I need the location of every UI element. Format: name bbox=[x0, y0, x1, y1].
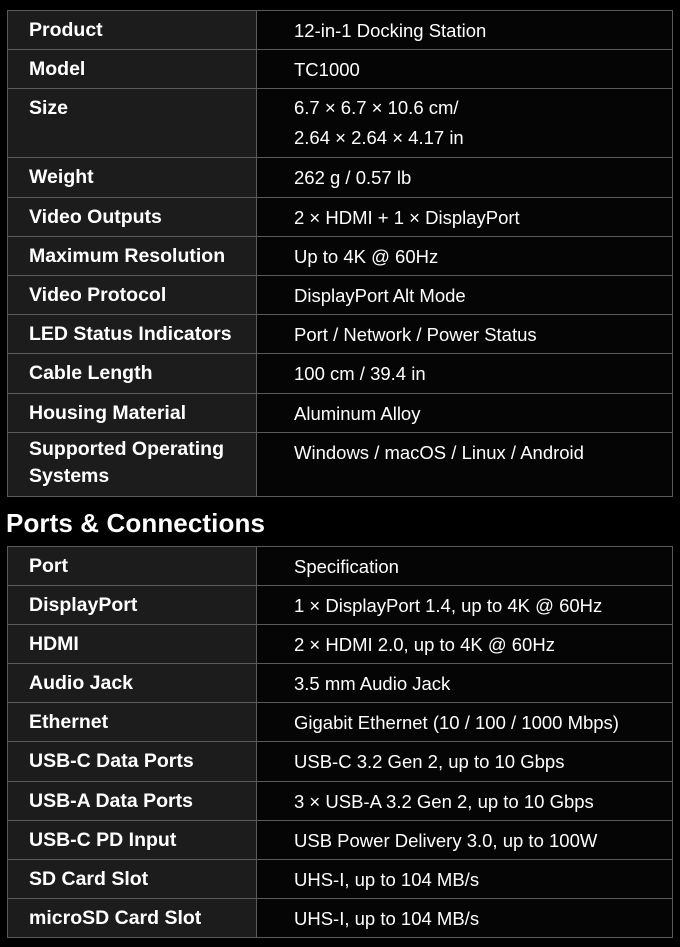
spec-value: 100 cm / 39.4 in bbox=[257, 354, 673, 393]
port-label: USB-C Data Ports bbox=[8, 742, 257, 781]
column-header-port: Port bbox=[8, 547, 257, 586]
ports-header-row bbox=[8, 547, 673, 586]
specifications-table bbox=[7, 10, 673, 497]
spec-value: Port / Network / Power Status bbox=[257, 315, 673, 354]
port-label: SD Card Slot bbox=[8, 859, 257, 898]
spec-label: Weight bbox=[8, 158, 257, 197]
port-row-sd-card bbox=[8, 859, 673, 898]
column-header-specification: Specification bbox=[257, 547, 673, 586]
port-row-usb-c-pd bbox=[8, 820, 673, 859]
spec-row-model bbox=[8, 50, 673, 89]
spec-row-video-outputs bbox=[8, 197, 673, 236]
spec-value: DisplayPort Alt Mode bbox=[257, 275, 673, 314]
port-row-microsd-card bbox=[8, 898, 673, 937]
port-value: 2 × HDMI 2.0, up to 4K @ 60Hz bbox=[257, 625, 673, 664]
spec-row-size bbox=[8, 89, 673, 158]
spec-label: Product bbox=[8, 11, 257, 50]
port-label: USB-C PD Input bbox=[8, 820, 257, 859]
spec-row-housing-material bbox=[8, 393, 673, 432]
spec-label: Model bbox=[8, 50, 257, 89]
spec-value: Up to 4K @ 60Hz bbox=[257, 236, 673, 275]
port-value: USB Power Delivery 3.0, up to 100W bbox=[257, 820, 673, 859]
port-row-hdmi bbox=[8, 625, 673, 664]
port-row-audio-jack bbox=[8, 664, 673, 703]
port-row-ethernet bbox=[8, 703, 673, 742]
port-value: 3.5 mm Audio Jack bbox=[257, 664, 673, 703]
spec-label: Cable Length bbox=[8, 354, 257, 393]
spec-label: Housing Material bbox=[8, 393, 257, 432]
spec-value: 2 × HDMI + 1 × DisplayPort bbox=[257, 197, 673, 236]
port-value: UHS-I, up to 104 MB/s bbox=[257, 859, 673, 898]
port-label: DisplayPort bbox=[8, 586, 257, 625]
port-label: HDMI bbox=[8, 625, 257, 664]
spec-label: Video Protocol bbox=[8, 275, 257, 314]
port-label: Audio Jack bbox=[8, 664, 257, 703]
spec-value: 262 g / 0.57 lb bbox=[257, 158, 673, 197]
spec-label: Size bbox=[8, 89, 257, 158]
spec-label: Video Outputs bbox=[8, 197, 257, 236]
port-label: microSD Card Slot bbox=[8, 898, 257, 937]
port-value: 3 × USB-A 3.2 Gen 2, up to 10 Gbps bbox=[257, 781, 673, 820]
spec-label: Supported Operating Systems bbox=[8, 432, 257, 496]
spec-row-video-protocol bbox=[8, 275, 673, 314]
spec-row-cable-length bbox=[8, 354, 673, 393]
port-value: USB-C 3.2 Gen 2, up to 10 Gbps bbox=[257, 742, 673, 781]
spec-value: TC1000 bbox=[257, 50, 673, 89]
spec-row-product bbox=[8, 11, 673, 50]
port-value: 1 × DisplayPort 1.4, up to 4K @ 60Hz bbox=[257, 586, 673, 625]
spec-row-operating-systems bbox=[8, 432, 673, 496]
port-row-usb-a-data bbox=[8, 781, 673, 820]
spec-row-led-indicators bbox=[8, 315, 673, 354]
spec-value: 12-in-1 Docking Station bbox=[257, 11, 673, 50]
port-row-usb-c-data bbox=[8, 742, 673, 781]
ports-table bbox=[7, 546, 673, 938]
spec-label: LED Status Indicators bbox=[8, 315, 257, 354]
port-value: Gigabit Ethernet (10 / 100 / 1000 Mbps) bbox=[257, 703, 673, 742]
ports-section-title: Ports & Connections bbox=[6, 508, 266, 538]
port-label: USB-A Data Ports bbox=[8, 781, 257, 820]
port-value: UHS-I, up to 104 MB/s bbox=[257, 898, 673, 937]
port-row-displayport bbox=[8, 586, 673, 625]
spec-row-weight bbox=[8, 158, 673, 197]
spec-value: Windows / macOS / Linux / Android bbox=[257, 432, 673, 496]
spec-row-max-resolution bbox=[8, 236, 673, 275]
spec-label: Maximum Resolution bbox=[8, 236, 257, 275]
port-label: Ethernet bbox=[8, 703, 257, 742]
spec-value: 6.7 × 6.7 × 10.6 cm/ 2.64 × 2.64 × 4.17 in bbox=[257, 89, 673, 158]
spec-value: Aluminum Alloy bbox=[257, 393, 673, 432]
